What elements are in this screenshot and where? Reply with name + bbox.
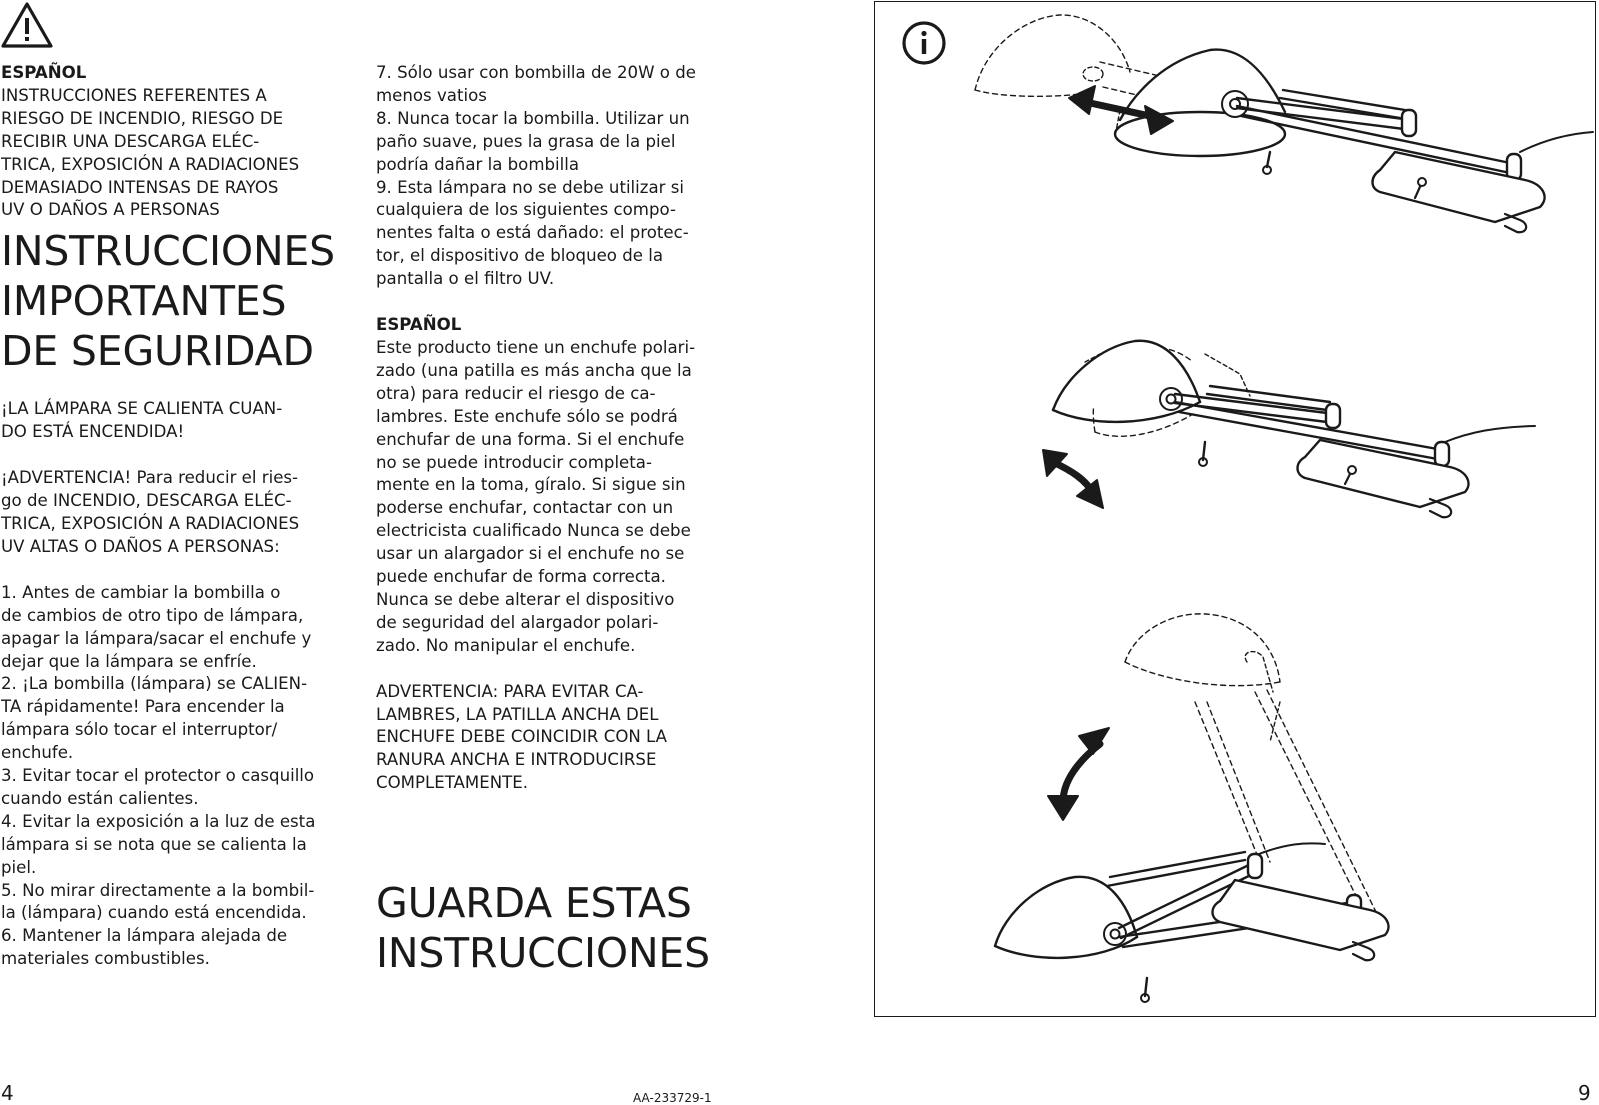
title-line: IMPORTANTES — [1, 277, 287, 326]
list-line: enchufe. — [1, 743, 74, 763]
text-line: puede enchufar de forma correcta. — [376, 567, 666, 587]
text-line: RECIBIR UNA DESCARGA ELÉC- — [1, 131, 260, 151]
text-line: TRICA, EXPOSICIÓN A RADIACIONES — [1, 513, 300, 533]
list-line: TA rápidamente! Para encender la — [1, 697, 285, 717]
lamp-illustration-panel — [874, 1, 1596, 1017]
list-line: 1. Antes de cambiar la bombilla o — [1, 582, 281, 602]
list-line: 5. No mirar directamente a la bombil- — [1, 880, 315, 900]
advertencia-paragraph — [1, 467, 346, 559]
list-line: nentes falta o está dañado: el protec- — [376, 223, 689, 243]
text-line: ¡LA LÁMPARA SE CALIENTA CUAN- — [1, 399, 283, 419]
list-line: cualquiera de los siguientes compo- — [376, 200, 676, 220]
polarized-plug-paragraph — [376, 337, 726, 658]
list-line: 4. Evitar la exposición a la luz de esta — [1, 811, 316, 831]
text-line: electricista cualificado Nunca se debe — [376, 521, 691, 541]
lamp-figure-tilt — [1043, 341, 1535, 517]
text-line: COMPLETAMENTE. — [376, 773, 529, 793]
list-line: podría dañar la bombilla — [376, 154, 580, 174]
list-line: pantalla o el filtro UV. — [376, 269, 555, 289]
plug-caution — [376, 681, 726, 796]
hot-lamp-warning — [1, 398, 346, 444]
list-line: 2. ¡La bombilla (lámpara) se CALIEN- — [1, 674, 308, 694]
text-line: enchufar de una forma. Si el enchufe — [376, 429, 685, 449]
text-line: mente en la toma, gíralo. Si sigue sin — [376, 475, 686, 495]
title-line: INSTRUCCIONES — [1, 227, 335, 276]
safety-list-continued — [376, 62, 726, 291]
lamp-figure-slide — [975, 15, 1593, 232]
text-line: DEMASIADO INTENSAS DE RAYOS — [1, 177, 279, 197]
text-line: RANURA ANCHA E INTRODUCIRSE — [376, 750, 657, 770]
list-line: 8. Nunca tocar la bombilla. Utilizar un — [376, 108, 690, 128]
text-line: zado. No manipular el enchufe. — [376, 635, 636, 655]
save-instructions-title — [376, 878, 736, 978]
list-line: piel. — [1, 857, 37, 877]
list-line: menos vatios — [376, 85, 487, 105]
text-line: UV O DAÑOS A PERSONAS — [1, 200, 220, 220]
list-line: 3. Evitar tocar el protector o casquillo — [1, 766, 315, 786]
list-line: apagar la lámpara/sacar el enchufe y — [1, 628, 312, 648]
text-line: no se puede introducir completa- — [376, 452, 652, 472]
left-text-column — [1, 62, 346, 971]
text-line: poderse enchufar, contactar con un — [376, 498, 674, 518]
list-line: dejar que la lámpara se enfríe. — [1, 651, 257, 671]
list-line: tor, el dispositivo de bloqueo de la — [376, 246, 664, 266]
text-line: Este producto tiene un enchufe polari- — [376, 337, 696, 357]
language-heading: ESPAÑOL — [1, 63, 87, 82]
list-line: de cambios de otro tipo de lámpara, — [1, 605, 304, 625]
text-line: go de INCENDIO, DESCARGA ELÉC- — [1, 491, 292, 511]
list-line: lámpara si se nota que se calienta la — [1, 834, 307, 854]
list-line: 6. Mantener la lámpara alejada de — [1, 926, 288, 946]
list-line: 9. Esta lámpara no se debe utilizar si — [376, 177, 685, 197]
page-number-left: 4 — [1, 1081, 14, 1105]
title-line: GUARDA ESTAS — [376, 879, 692, 927]
page-number-right: 9 — [1578, 1081, 1591, 1105]
language-heading: ESPAÑOL — [376, 315, 462, 335]
title-line: INSTRUCCIONES — [376, 929, 710, 977]
lamp-figure-raise — [995, 614, 1389, 1002]
list-line: la (lámpara) cuando está encendida. — [1, 903, 307, 923]
list-line: 7. Sólo usar con bombilla de 20W o de — [376, 63, 696, 82]
text-line: zado (una patilla es más ancha que la — [376, 360, 692, 380]
text-line: DO ESTÁ ENCENDIDA! — [1, 422, 185, 442]
middle-text-column — [376, 62, 726, 795]
list-line: lámpara sólo tocar el interruptor/ — [1, 720, 278, 740]
list-line: paño suave, pues la grasa de la piel — [376, 131, 676, 151]
safety-list — [1, 582, 346, 971]
title-line: DE SEGURIDAD — [1, 327, 314, 376]
safety-title — [1, 226, 346, 376]
lamp-adjustment-diagram — [875, 2, 1595, 1016]
risk-instructions — [1, 85, 346, 222]
text-line: ¡ADVERTENCIA! Para reducir el ries- — [1, 468, 299, 488]
text-line: lambres. Este enchufe sólo se podrá — [376, 406, 678, 426]
text-line: UV ALTAS O DAÑOS A PERSONAS: — [1, 536, 280, 556]
text-line: ENCHUFE DEBE COINCIDIR CON LA — [376, 727, 668, 747]
text-line: Nunca se debe alterar el dispositivo — [376, 589, 675, 609]
text-line: de seguridad del alargador polari- — [376, 612, 659, 632]
document-code: AA-233729-1 — [633, 1091, 712, 1105]
text-line: otra) para reducir el riesgo de ca- — [376, 383, 656, 403]
text-line: LAMBRES, LA PATILLA ANCHA DEL — [376, 704, 659, 724]
text-line: usar un alargador si el enchufe no se — [376, 544, 685, 564]
list-line: materiales combustibles. — [1, 949, 210, 969]
list-line: cuando están calientes. — [1, 788, 199, 808]
text-line: ADVERTENCIA: PARA EVITAR CA- — [376, 681, 644, 701]
text-line: RIESGO DE INCENDIO, RIESGO DE — [1, 108, 284, 128]
text-line: TRICA, EXPOSICIÓN A RADIACIONES — [1, 154, 300, 174]
text-line: INSTRUCCIONES REFERENTES A — [1, 85, 267, 105]
warning-triangle-icon — [0, 1, 54, 49]
